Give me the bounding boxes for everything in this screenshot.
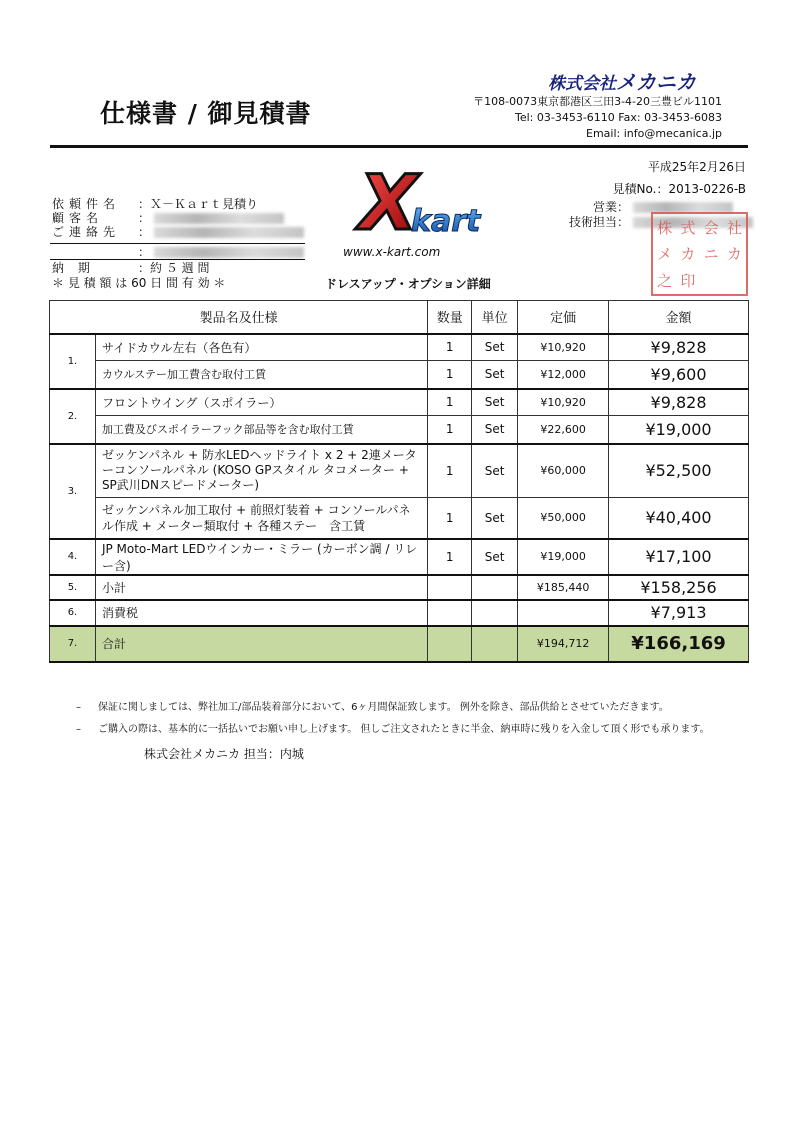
item-amount: ¥9,828 — [609, 389, 749, 416]
item-qty: 1 — [428, 444, 472, 498]
tax-number: 6. — [50, 600, 96, 626]
delivery-row — [52, 262, 209, 275]
item-price: ¥19,000 — [518, 539, 609, 575]
total-row — [50, 626, 749, 662]
subtotal-price: ¥185,440 — [518, 575, 609, 600]
item-unit: Set — [472, 389, 518, 416]
item-unit: Set — [472, 539, 518, 575]
total-price: ¥194,712 — [518, 626, 609, 662]
customer-name-redacted — [154, 213, 284, 224]
customer-label: 顧客名 — [52, 211, 104, 225]
item-unit: Set — [472, 361, 518, 389]
subtotal-unit-empty — [472, 575, 518, 600]
item-price: ¥22,600 — [518, 416, 609, 444]
request-title-label: 依頼件名 — [52, 197, 121, 211]
total-unit-empty — [472, 626, 518, 662]
item-unit: Set — [472, 334, 518, 361]
note-payment — [76, 720, 710, 735]
item-description: サイドカウル左右（各色有） — [95, 334, 427, 361]
seal-char: カ — [726, 245, 742, 264]
tax-amount: ¥7,913 — [609, 600, 749, 626]
table-row — [50, 498, 749, 539]
company-seal — [651, 212, 748, 296]
table-row — [50, 416, 749, 444]
tax-label: 消費税 — [95, 600, 427, 626]
item-qty: 1 — [428, 416, 472, 444]
request-title-row — [52, 198, 258, 211]
quote-date: 平成25年2月26日 — [647, 160, 746, 174]
note-bullet: – — [76, 724, 81, 735]
table-row — [50, 361, 749, 389]
item-description: カウルステー加工費含む取付工賃 — [95, 361, 427, 389]
quote-number: 見積No.：2013-0226-B — [612, 182, 746, 196]
total-number: 7. — [50, 626, 96, 662]
contact-colon-2: ： — [138, 245, 151, 259]
contact-row — [52, 226, 304, 239]
subtotal-label: 小計 — [95, 575, 427, 600]
tax-row — [50, 600, 749, 626]
subtotal-row — [50, 575, 749, 600]
total-label: 合計 — [95, 626, 427, 662]
tax-qty-empty — [428, 600, 472, 626]
note-warranty — [76, 698, 669, 713]
note-bullet: – — [76, 702, 81, 713]
item-qty: 1 — [428, 361, 472, 389]
contact-redacted-2 — [154, 247, 304, 258]
xkart-x-letter: X — [359, 163, 418, 245]
seal-char: カ — [680, 245, 696, 264]
seal-char: ニ — [703, 245, 719, 264]
tax-price-empty — [518, 600, 609, 626]
company-logo — [548, 66, 696, 95]
subtotal-number: 5. — [50, 575, 96, 600]
header-name: 製品名及仕様 — [50, 301, 428, 334]
item-amount: ¥9,828 — [609, 334, 749, 361]
company-logo-name: メカニカ — [616, 70, 696, 94]
item-unit: Set — [472, 416, 518, 444]
seal-characters — [653, 214, 746, 294]
item-qty: 1 — [428, 539, 472, 575]
subtotal-amount: ¥158,256 — [609, 575, 749, 600]
table-row — [50, 539, 749, 575]
subtotal-qty-empty — [428, 575, 472, 600]
request-title-value: ：Ｘ－Ｋａｒｔ見積り — [138, 197, 259, 211]
sales-label: 営業： — [593, 200, 630, 214]
contact-divider — [50, 243, 305, 244]
item-price: ¥10,920 — [518, 334, 609, 361]
item-qty: 1 — [428, 389, 472, 416]
company-address: 〒108-0073東京都港区三田3-4-20三豊ビル1101 — [473, 95, 722, 108]
item-number: 2. — [50, 389, 96, 444]
item-number: 1. — [50, 334, 96, 389]
table-row — [50, 334, 749, 361]
total-amount: ¥166,169 — [609, 626, 749, 662]
table-header-row — [50, 301, 749, 334]
seal-char: 印 — [680, 272, 696, 291]
item-description: ゼッケンパネル加工取付 + 前照灯装着 + コンソールパネル作成 + メーター類取付 + 各種ステー 含工賃 — [95, 498, 427, 539]
item-description: JP Moto-Mart LEDウインカー・ミラー (カーボン調 / リレー含) — [95, 539, 427, 575]
contact-row-2 — [52, 246, 304, 259]
table-row — [50, 389, 749, 416]
header-unit: 単位 — [472, 301, 518, 334]
item-amount: ¥9,600 — [609, 361, 749, 389]
note-warranty-text: 保証に関しましては、弊社加工/部品装着部分において、6ヶ月間保証致します。 例外を除き、部品供給とさせていただきます。 — [98, 702, 669, 713]
tech-label: 技術担当： — [569, 215, 630, 229]
item-amount: ¥19,000 — [609, 416, 749, 444]
header-price: 定価 — [518, 301, 609, 334]
item-price: ¥12,000 — [518, 361, 609, 389]
seal-char: 会 — [703, 218, 719, 237]
item-description: フロントウイング（スポイラー） — [95, 389, 427, 416]
seal-char: 式 — [680, 218, 696, 237]
xkart-kart-text: kart — [411, 204, 481, 239]
item-unit: Set — [472, 444, 518, 498]
header-amount: 金額 — [609, 301, 749, 334]
item-number: 3. — [50, 444, 96, 539]
delivery-divider — [50, 259, 305, 260]
item-description: ゼッケンパネル + 防水LEDヘッドライト x 2 + 2連メーターコンソールパネル (KOSO GPスタイル タコメーター + SP武川DNスピードメーター) — [95, 444, 427, 498]
options-subtitle: ドレスアップ・オプション詳細 — [325, 277, 491, 291]
item-qty: 1 — [428, 334, 472, 361]
item-amount: ¥40,400 — [609, 498, 749, 539]
customer-row — [52, 212, 284, 225]
xkart-url: www.x-kart.com — [343, 245, 441, 259]
header-divider — [50, 145, 748, 148]
item-description: 加工費及びスポイラーフック部品等を含む取付工賃 — [95, 416, 427, 444]
company-logo-prefix: 株式会社 — [548, 74, 616, 94]
seal-char: 株 — [657, 218, 673, 237]
item-amount: ¥52,500 — [609, 444, 749, 498]
item-amount: ¥17,100 — [609, 539, 749, 575]
delivery-value: ：約 ５ 週 間 — [138, 261, 210, 275]
footer-company: 株式会社メカニカ 担当：内城 — [144, 747, 304, 761]
item-number: 4. — [50, 539, 96, 575]
seal-char: 社 — [726, 218, 742, 237]
customer-colon: ： — [138, 211, 151, 225]
delivery-label: 納 期 — [52, 261, 95, 275]
seal-char: 之 — [657, 272, 673, 291]
header-qty: 数量 — [428, 301, 472, 334]
company-tel-fax: Tel: 03-3453-6110 Fax: 03-3453-6083 — [515, 111, 722, 124]
total-qty-empty — [428, 626, 472, 662]
item-qty: 1 — [428, 498, 472, 539]
item-price: ¥60,000 — [518, 444, 609, 498]
item-price: ¥10,920 — [518, 389, 609, 416]
item-price: ¥50,000 — [518, 498, 609, 539]
tax-unit-empty — [472, 600, 518, 626]
item-unit: Set — [472, 498, 518, 539]
seal-char: メ — [657, 245, 673, 264]
contact-label: ご連絡先 — [52, 225, 121, 239]
validity-note: ＊ 見 積 額 は 60 日 間 有 効 ＊ — [52, 276, 226, 290]
company-email: Email: info@mecanica.jp — [586, 127, 722, 140]
table-row — [50, 444, 749, 498]
page-title: 仕様書 / 御見積書 — [100, 99, 312, 128]
contact-redacted — [154, 227, 304, 238]
contact-colon: ： — [138, 225, 151, 239]
xkart-logo — [345, 163, 520, 245]
items-table — [49, 300, 749, 663]
note-payment-text: ご購入の際は、基本的に一括払いでお願い申し上げます。 但しご注文されたときに半金、納車時に残りを入金して頂く形でも承ります。 — [98, 724, 710, 735]
